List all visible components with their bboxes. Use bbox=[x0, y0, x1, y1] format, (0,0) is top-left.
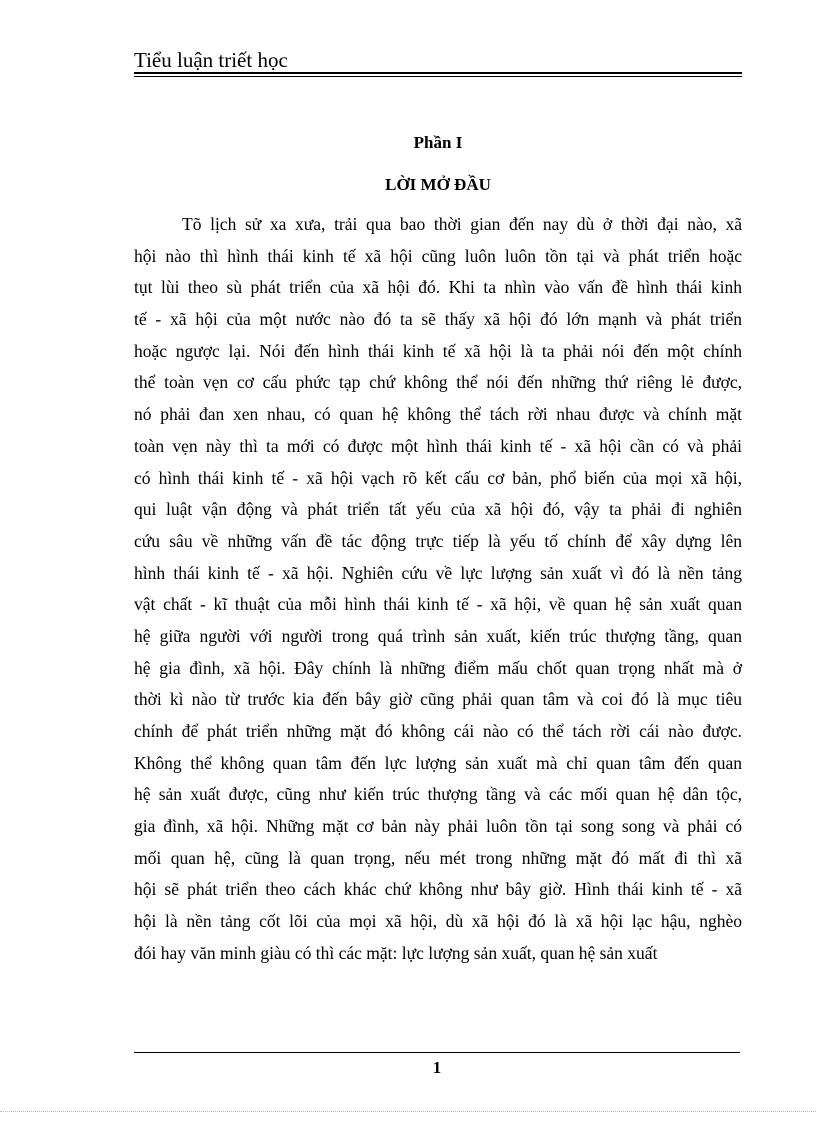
footer-rule bbox=[134, 1052, 740, 1053]
body-line: nó phải đan xen nhau, có quan hệ không thể tách rời nhau được và chính mặt bbox=[134, 404, 742, 425]
header-rule-thick bbox=[134, 72, 742, 74]
body-line: có hình thái kinh tế - xã hội vạch rõ kết cấu cơ bản, phổ biến của mọi xã hội, bbox=[134, 467, 742, 488]
body-line: toàn vẹn này thì ta mới có được một hình thái kinh tế - xã hội cần có và phải bbox=[134, 435, 742, 456]
body-line: qui luật vận động và phát triển tất yếu của xã hội đó, vậy ta phải đi nghiên bbox=[134, 499, 742, 520]
page-edge bbox=[0, 1111, 816, 1112]
body-line: thời kì nào từ trước kia đến bây giờ cũng phải quan tâm và coi đó là mục tiêu bbox=[134, 689, 742, 710]
body-line: thể toàn vẹn cơ cấu phức tạp chứ không thể nói đến những thứ riêng lẻ được, bbox=[134, 372, 742, 393]
body-line: hội nào thì hình thái kinh tế xã hội cũng luôn luôn tồn tại và phát triển hoặc bbox=[134, 245, 742, 266]
body-line: vật chất - kĩ thuật của mỗi hình thái kinh tế - xã hội, về quan hệ sản xuất quan bbox=[134, 594, 742, 615]
body-line: chính để phát triển những mặt đó không cái nào có thể tách rời cái nào được. bbox=[134, 721, 742, 741]
body-paragraph bbox=[134, 209, 742, 970]
body-line: hệ sản xuất được, cũng như kiến trúc thượng tầng và các mối quan hệ dân tộc, bbox=[134, 784, 742, 805]
body-line: cứu sâu về những vấn đề tác động trực tiếp là yếu tố chính để xây dựng lên bbox=[134, 530, 742, 551]
body-line: hội sẽ phát triển theo cách khác chứ không như bây giờ. Hình thái kinh tế - xã bbox=[134, 879, 742, 900]
body-line: gia đình, xã hội. Những mặt cơ bản này phải luôn tồn tại song song và phải có bbox=[134, 816, 742, 837]
body-line: hội là nền tảng cốt lõi của mọi xã hội, dù xã hội đó là xã hội lạc hậu, nghèo bbox=[134, 911, 742, 932]
body-line: tụt lùi theo sù phát triển của xã hội đó. Khi ta nhìn vào vấn đề hình thái kinh bbox=[134, 277, 742, 298]
body-line: mối quan hệ, cũng là quan trọng, nếu mét trong những mặt đó mất đi thì xã bbox=[134, 847, 742, 868]
body-line: hoặc ngược lại. Nói đến hình thái kinh tế xã hội là ta phải nói đến một chính bbox=[134, 340, 742, 361]
body-line: tế - xã hội của một nước nào đó ta sẽ thấy xã hội đó lớn mạnh và phát triển bbox=[134, 309, 742, 330]
body-line: hệ gia đình, xã hội. Đây chính là những điểm mấu chốt quan trọng nhất mà ở bbox=[134, 657, 742, 678]
header-title: Tiểu luận triết học bbox=[134, 48, 288, 72]
body-line: đói hay văn minh giàu có thì các mặt: lực lượng sản xuất, quan hệ sản xuất bbox=[134, 942, 658, 963]
part-label: Phần I bbox=[413, 133, 463, 152]
body-line: Không thể không quan tâm đến lực lượng sản xuất mà chỉ quan tâm đến quan bbox=[134, 752, 742, 773]
body-line: hình thái kinh tế - xã hội. Nghiên cứu về lực lượng sản xuất vì đó là nền tảng bbox=[134, 562, 742, 583]
header-rule-thin bbox=[134, 76, 742, 77]
page-number: 1 bbox=[432, 1058, 442, 1077]
body-line: Tõ lịch sử xa xưa, trải qua bao thời gian đến nay dù ở thời đại nào, xã bbox=[182, 214, 742, 234]
section-heading: LỜI MỞ ĐẦU bbox=[385, 175, 491, 194]
body-line: hệ giữa người với người trong quá trình sản xuất, kiến trúc thượng tầng, quan bbox=[134, 625, 742, 646]
